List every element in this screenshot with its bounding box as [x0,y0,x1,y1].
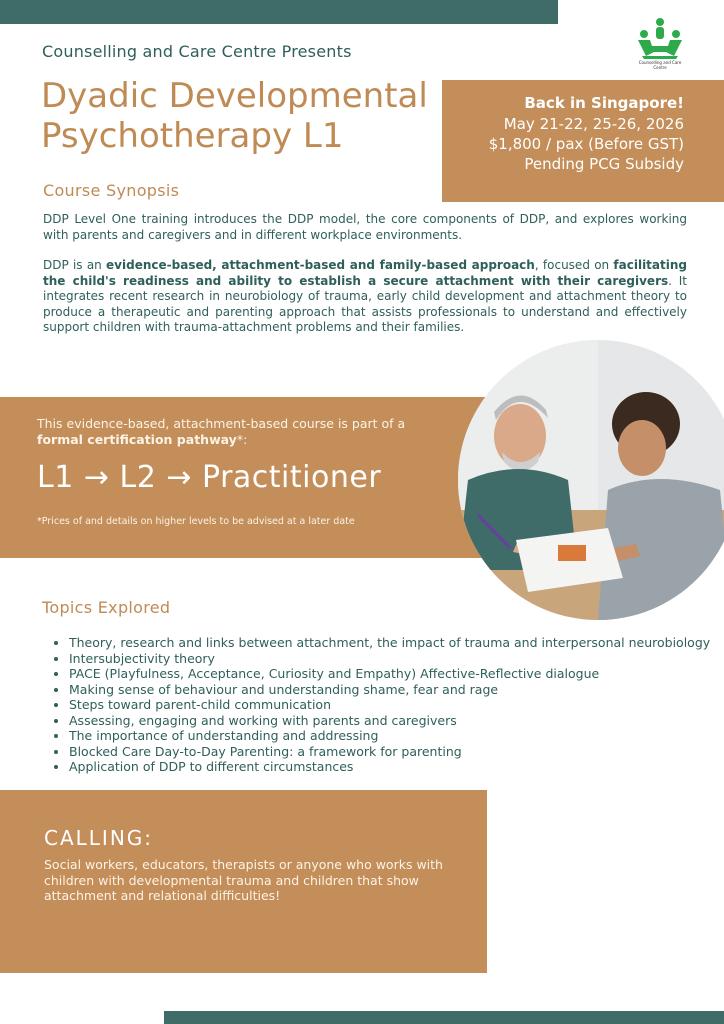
list-item: • Intersubjectivity theory [69,651,710,667]
list-item: • Steps toward parent-child communication [69,697,710,713]
synopsis-paragraph-1: DDP Level One training introduces the DDP model, the core components of DDP, and explores working with parents and caregivers and in different workplace environments. [43,212,687,242]
pathway-steps: L1 → L2 → Practitioner [37,460,382,495]
title-line-2: Psychotherapy L1 [41,116,344,156]
list-item: • Blocked Care Day-to-Day Parenting: a framework for parenting [69,744,710,760]
presenter-text: Counselling and Care Centre Presents [42,42,352,61]
top-decorative-bar [0,0,558,24]
grandparent-child-drawing-photo [458,340,724,620]
page-title [41,76,428,156]
bottom-decorative-bar [164,1011,724,1024]
list-item: • Application of DDP to different circumstances [69,759,710,775]
calling-audience-text: Social workers, educators, therapists or anyone who works with children with developmental trauma and children that show attachment and relational difficulties! [44,857,443,903]
pathway-intro-part-1: This evidence-based, attachment-based course is part of a [37,416,406,431]
pathway-intro-text [37,416,437,448]
logo-caption: Counselling and Care Centre [638,60,682,70]
synopsis-paragraph-2 [43,258,687,336]
course-price: $1,800 / pax (Before GST) [488,135,684,153]
pathway-intro-part-2: *: [236,432,248,447]
list-item: • Making sense of behaviour and understanding shame, fear and rage [69,682,710,698]
list-item: • The importance of understanding and addressing [69,728,710,744]
list-item: • PACE (Playfulness, Acceptance, Curiosity and Empathy) Affective-Reflective dialogue [69,666,710,682]
list-item: • Theory, research and links between attachment, the impact of trauma and interpersonal neurobiology [69,635,710,651]
course-dates: May 21-22, 25-26, 2026 [503,115,684,133]
calling-heading: CALLING: [44,826,154,850]
back-in-singapore-headline: Back in Singapore! [524,94,684,112]
pathway-intro-bold: formal certification pathway [37,432,237,447]
title-line-1: Dyadic Developmental [41,76,428,116]
course-info-box [442,80,724,202]
subsidy-status: Pending PCG Subsidy [524,155,684,173]
para2-bold-1: evidence-based, attachment-based and family-based approach [106,258,535,272]
topics-explored-heading: Topics Explored [42,598,171,617]
para2-bold-2: facilitating the child's readiness and ability to establish a secure attachment with their caregivers [43,258,687,288]
para2-text-1: DDP is an [43,258,107,272]
para2-text-2: , focused on [534,258,614,272]
topics-list [50,635,710,775]
calling-box [0,790,487,973]
pathway-footnote: *Prices of and details on higher levels to be advised at a later date [37,516,355,527]
para2-text-3: . It integrates recent research in neurobiology of trauma, early child development and attachment theory to produce a therapeutic and parenting approach that assists professionals to understand and effectively support children with trauma-attachment problems and their families. [43,273,687,334]
centre-logo [632,16,688,68]
course-synopsis-heading: Course Synopsis [43,181,180,200]
photo-illustration [458,340,724,620]
people-circle-logo-icon [632,16,688,60]
list-item: • Assessing, engaging and working with parents and caregivers [69,713,710,729]
certification-pathway-band [0,397,520,558]
